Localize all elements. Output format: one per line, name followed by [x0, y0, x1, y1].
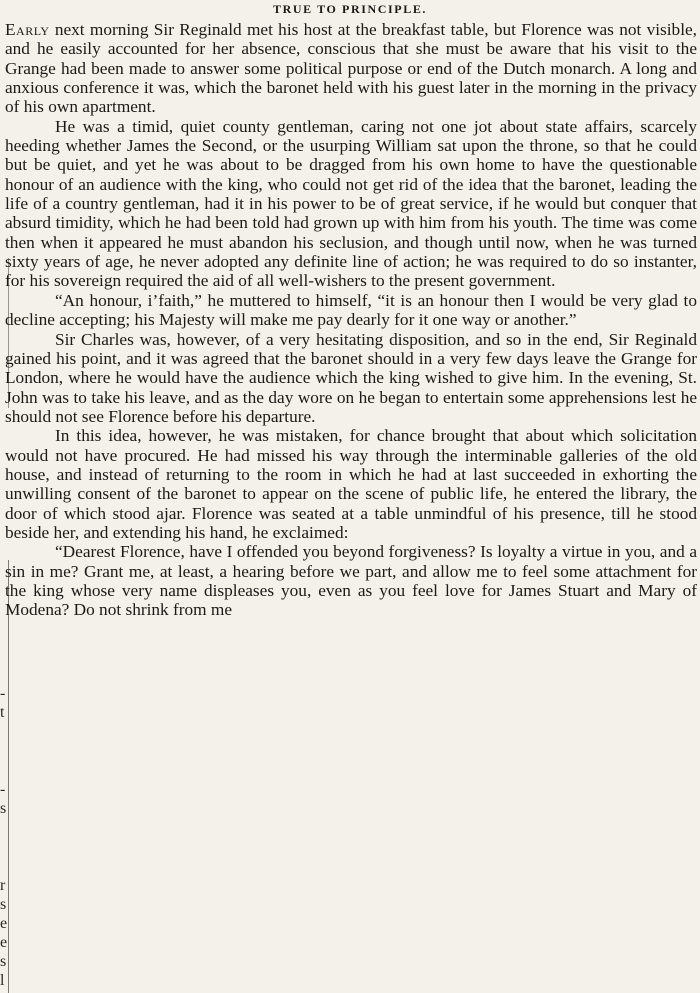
- paragraph: Sir Charles was, however, of a very hesitating disposition, and so in the end, Sir Reginald gained his point, and it was agreed that the baronet should in a very few days leave the Grange for London, where he would have the audience which the king wished to give him. In the evening, St. John was to take his leave, and as the day wore on he began to entertain some apprehensions lest he should not see Florence before his departure.: [5, 329, 697, 426]
- margin-fragment: r: [0, 877, 6, 894]
- running-title: TRUE TO PRINCIPLE.: [272, 2, 428, 16]
- paragraph-text: next morning Sir Reginald met his host at the breakfast table, but Florence was not visible, and he easily accounted for her absence, conscious that she must be aware that his visit to the Grange had been made to answer some political purpose or end of the Dutch monarch. A long and anxious conference it was, which the baronet held with his guest later in the morning in the privacy of his own apartment.: [5, 20, 697, 117]
- paragraph: “Dearest Florence, have I offended you beyond forgiveness? Is loyalty a virtue in you, and a sin in me? Grant me, at least, a hearing before we part, and allow me to feel some attachment for the king whose very name displeases you, even as you feel love for James Stuart and Mary of Modena? Do not shrink from me: [5, 542, 697, 620]
- column-rule: [8, 560, 9, 993]
- opening-word: Early: [5, 20, 50, 39]
- margin-fragment: s: [0, 896, 7, 913]
- margin-fragment: -: [0, 781, 6, 798]
- paragraph: [5, 20, 697, 117]
- margin-fragment: e: [0, 915, 8, 932]
- margin-fragment: s: [0, 953, 7, 970]
- margin-fragment: -: [0, 685, 6, 702]
- margin-fragment: e: [0, 934, 8, 951]
- paragraph: He was a timid, quiet county gentleman, caring not one jot about state affairs, scarcely heeding whether James the Second, or the usurping William sat upon the throne, so that he could but be quiet, and yet he was about to be dragged from his own home to have the questionable honour of an audience with the king, who could not get rid of the idea that the baronet, leading the life of a country gentleman, had it in his power to be of great service, if he would but conquer that absurd timidity, which he had been told had grown up with him from his youth. The time was come then when it appeared he must abandon his seclusion, and though until now, when he was turned sixty years of age, he never adopted any definite line of action; he was required to do so instanter, for his sovereign required the aid of all well-wishers to the present government.: [5, 116, 697, 291]
- margin-fragment: l: [0, 972, 5, 989]
- article-body: [5, 20, 697, 620]
- margin-fragment: s: [0, 800, 7, 817]
- paragraph: “An honour, i’faith,” he muttered to himself, “it is an honour then I would be very glad to decline accepting; his Majesty will make me pay dearly for it one way or another.”: [5, 290, 697, 330]
- margin-fragment: t: [0, 704, 5, 721]
- paragraph: In this idea, however, he was mistaken, for chance brought that about which solicitation would not have procured. He had missed his way through the interminable galleries of the old house, and instead of returning to the room in which he had at last succeeded in exhorting the unwilling consent of the baronet to appear on the scene of public life, he entered the library, the door of which stood ajar. Florence was seated at a table unmindful of his presence, till he stood beside her, and extending his hand, he exclaimed:: [5, 426, 697, 542]
